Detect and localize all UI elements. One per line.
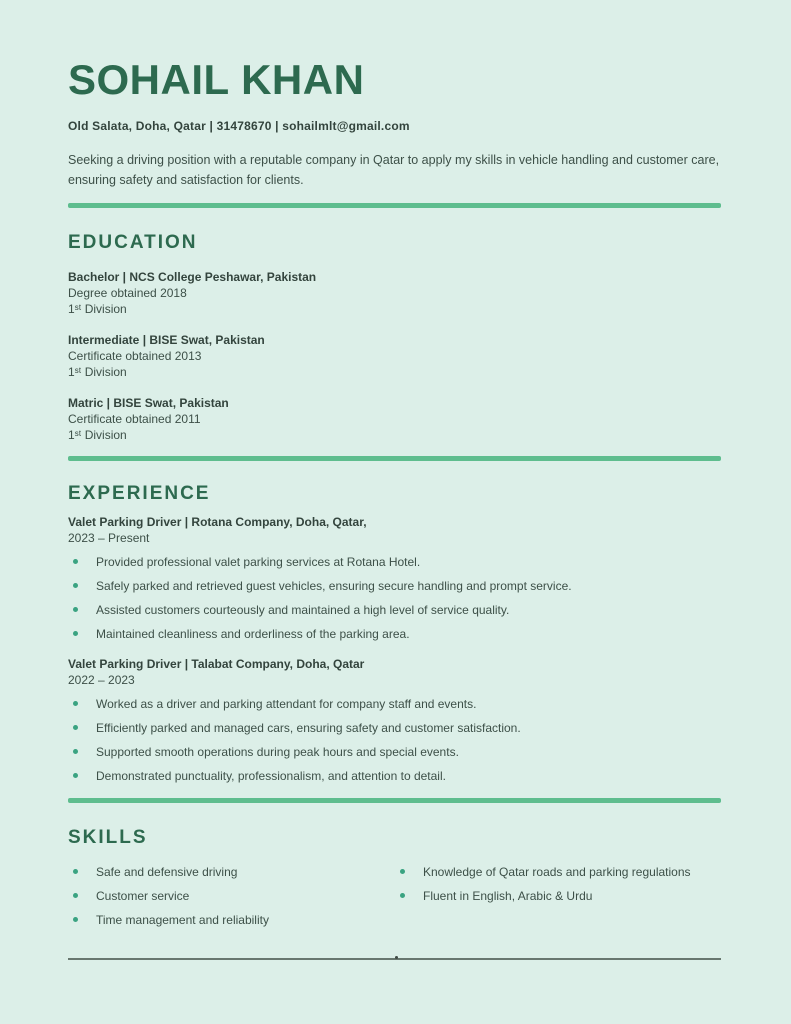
education-heading: EDUCATION [68,232,198,254]
name-heading: SOHAIL KHAN [68,56,365,103]
job-bullets [68,554,721,642]
bullet-text: Demonstrated punctuality, professionalism, and attention to detail. [96,769,446,784]
bullet-item [68,744,721,760]
skills-column-right [395,864,721,936]
bullet-icon [73,607,78,612]
bullet-item [68,720,721,736]
experience-jobs [68,514,721,784]
education-detail: Certificate obtained 2011 [68,412,201,427]
bullet-text: Safe and defensive driving [96,865,238,880]
bullet-item [395,888,721,904]
education-detail: Certificate obtained 2013 [68,349,202,364]
bullet-text: Assisted customers courteously and maintained a high level of service quality. [96,603,510,618]
education-result: 1ˢᵗ Division [68,428,127,443]
skills-columns [68,864,721,936]
footer-dot [395,956,398,959]
job-dates: 2022 – 2023 [68,673,135,688]
section-divider [68,798,721,803]
bullet-text: Knowledge of Qatar roads and parking regulations [423,865,691,880]
bullet-icon [400,893,405,898]
skills-column-left [68,864,395,936]
bullet-text: Provided professional valet parking services at Rotana Hotel. [96,555,421,570]
bullet-text: Worked as a driver and parking attendant for company staff and events. [96,697,477,712]
bullet-text: Maintained cleanliness and orderliness of the parking area. [96,627,410,642]
education-detail: Degree obtained 2018 [68,286,187,301]
section-divider [68,203,721,208]
bullet-text: Time management and reliability [96,913,269,928]
education-degree: Bachelor | NCS College Peshawar, Pakistan [68,270,317,285]
education-entries [68,269,721,443]
education-entry [68,332,721,380]
bullet-text: Efficiently parked and managed cars, ensuring safety and customer satisfaction. [96,721,521,736]
bullet-icon [73,701,78,706]
bullet-item [68,864,395,880]
section-divider [68,456,721,461]
bullet-item [68,888,395,904]
education-degree: Matric | BISE Swat, Pakistan [68,396,229,411]
education-section [68,232,721,443]
experience-section [68,483,721,784]
bullet-icon [73,773,78,778]
bullet-text: Safely parked and retrieved guest vehicles, ensuring secure handling and prompt service. [96,579,572,594]
bullet-icon [73,917,78,922]
skills-heading: SKILLS [68,827,148,849]
bullet-icon [73,583,78,588]
bullet-text: Fluent in English, Arabic & Urdu [423,889,593,904]
bullet-icon [73,631,78,636]
job-role: Valet Parking Driver | Talabat Company, Doha, Qatar [68,657,365,672]
bullet-icon [73,893,78,898]
bullet-item [68,602,721,618]
bullet-item [395,864,721,880]
education-entry [68,395,721,443]
objective-text: Seeking a driving position with a reputable company in Qatar to apply my skills in vehicle handling and customer care, ensuring safety and satisfaction for clients. [68,153,720,188]
experience-job [68,514,721,642]
bullet-icon [73,869,78,874]
bullet-icon [73,725,78,730]
bullet-icon [73,559,78,564]
bullet-item [68,768,721,784]
experience-heading: EXPERIENCE [68,483,211,505]
job-dates: 2023 – Present [68,531,150,546]
bullet-icon [400,869,405,874]
education-degree: Intermediate | BISE Swat, Pakistan [68,333,265,348]
bullet-text: Supported smooth operations during peak hours and special events. [96,745,459,760]
job-bullets [68,696,721,784]
bullet-text: Customer service [96,889,190,904]
footer-divider [68,958,721,960]
bullet-item [68,554,721,570]
experience-job [68,656,721,784]
bullet-item [68,696,721,712]
bullet-item [68,626,721,642]
education-result: 1ˢᵗ Division [68,302,127,317]
education-entry [68,269,721,317]
bullet-item [68,912,395,928]
bullet-icon [73,749,78,754]
education-result: 1ˢᵗ Division [68,365,127,380]
contact-line: Old Salata, Doha, Qatar | 31478670 | sohailmlt@gmail.com [68,119,410,134]
bullet-item [68,578,721,594]
job-role: Valet Parking Driver | Rotana Company, Doha, Qatar, [68,515,367,530]
skills-section [68,827,721,936]
